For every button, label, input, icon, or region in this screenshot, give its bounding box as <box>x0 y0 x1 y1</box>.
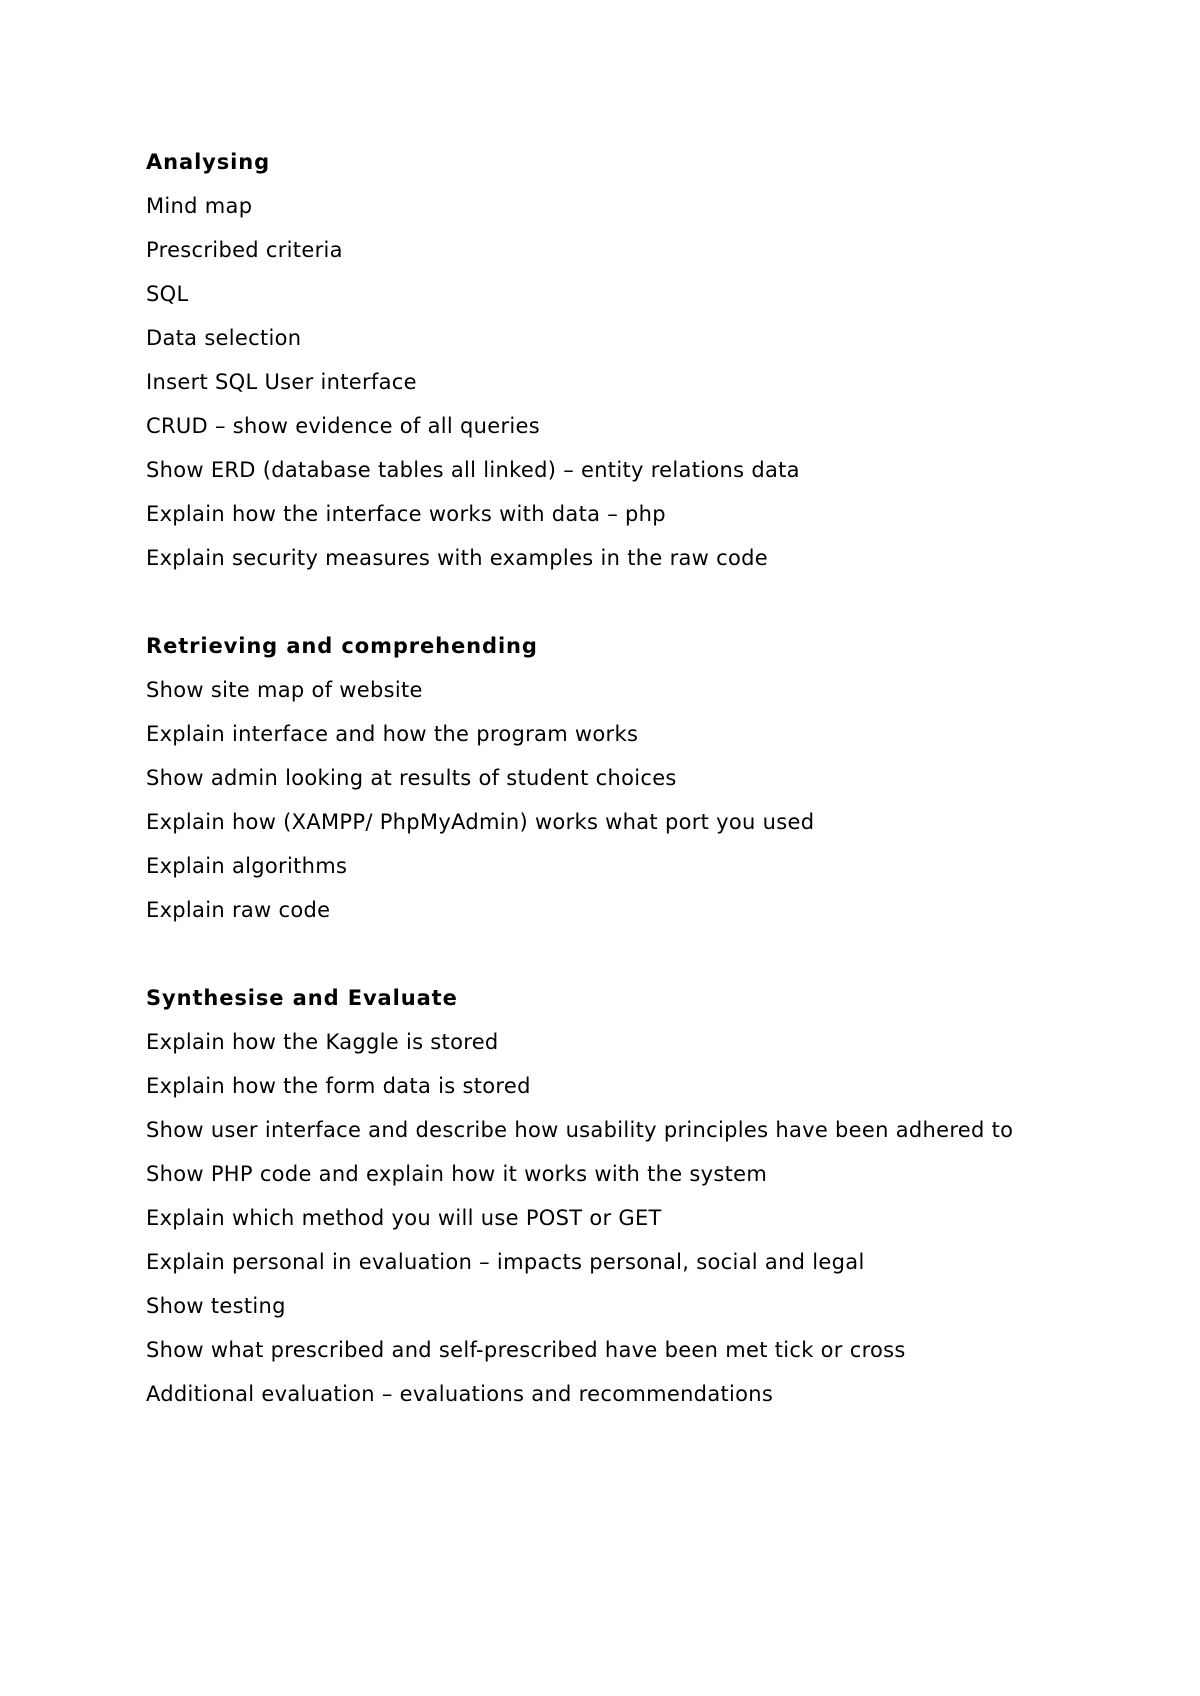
list-item: Show site map of website <box>146 678 423 702</box>
section-analysing <box>146 140 1146 580</box>
document-content <box>146 140 1146 1416</box>
list-item: Explain raw code <box>146 898 331 922</box>
section-heading: Synthesise and Evaluate <box>146 986 458 1010</box>
list-item: Explain algorithms <box>146 854 348 878</box>
section-item-list <box>146 184 1146 580</box>
list-item: Insert SQL User interface <box>146 370 417 394</box>
section-synthesise-and-evaluate <box>146 976 1146 1416</box>
list-item: Show what prescribed and self-prescribed have been met tick or cross <box>146 1338 906 1362</box>
list-item: Show admin looking at results of student choices <box>146 766 677 790</box>
section-heading: Retrieving and comprehending <box>146 634 538 658</box>
list-item: Mind map <box>146 194 253 218</box>
section-item-list <box>146 1020 1146 1416</box>
list-item: Show ERD (database tables all linked) – entity relations data <box>146 458 800 482</box>
section-retrieving-and-comprehending <box>146 624 1146 932</box>
list-item: Explain security measures with examples in the raw code <box>146 546 768 570</box>
section-item-list <box>146 668 1146 932</box>
list-item: Additional evaluation – evaluations and recommendations <box>146 1382 774 1406</box>
list-item: Explain how the Kaggle is stored <box>146 1030 499 1054</box>
list-item: Explain which method you will use POST or GET <box>146 1206 662 1230</box>
list-item: Data selection <box>146 326 302 350</box>
list-item: CRUD – show evidence of all queries <box>146 414 540 438</box>
list-item: Explain how the form data is stored <box>146 1074 531 1098</box>
list-item: Explain how (XAMPP/ PhpMyAdmin) works what port you used <box>146 810 815 834</box>
list-item: Show testing <box>146 1294 286 1318</box>
list-item: Explain how the interface works with data – php <box>146 502 666 526</box>
list-item: Explain personal in evaluation – impacts personal, social and legal <box>146 1250 865 1274</box>
list-item: Show user interface and describe how usability principles have been adhered to <box>146 1118 1014 1142</box>
list-item: SQL <box>146 282 189 306</box>
list-item: Prescribed criteria <box>146 238 343 262</box>
section-heading: Analysing <box>146 150 271 174</box>
list-item: Show PHP code and explain how it works with the system <box>146 1162 768 1186</box>
list-item: Explain interface and how the program works <box>146 722 639 746</box>
